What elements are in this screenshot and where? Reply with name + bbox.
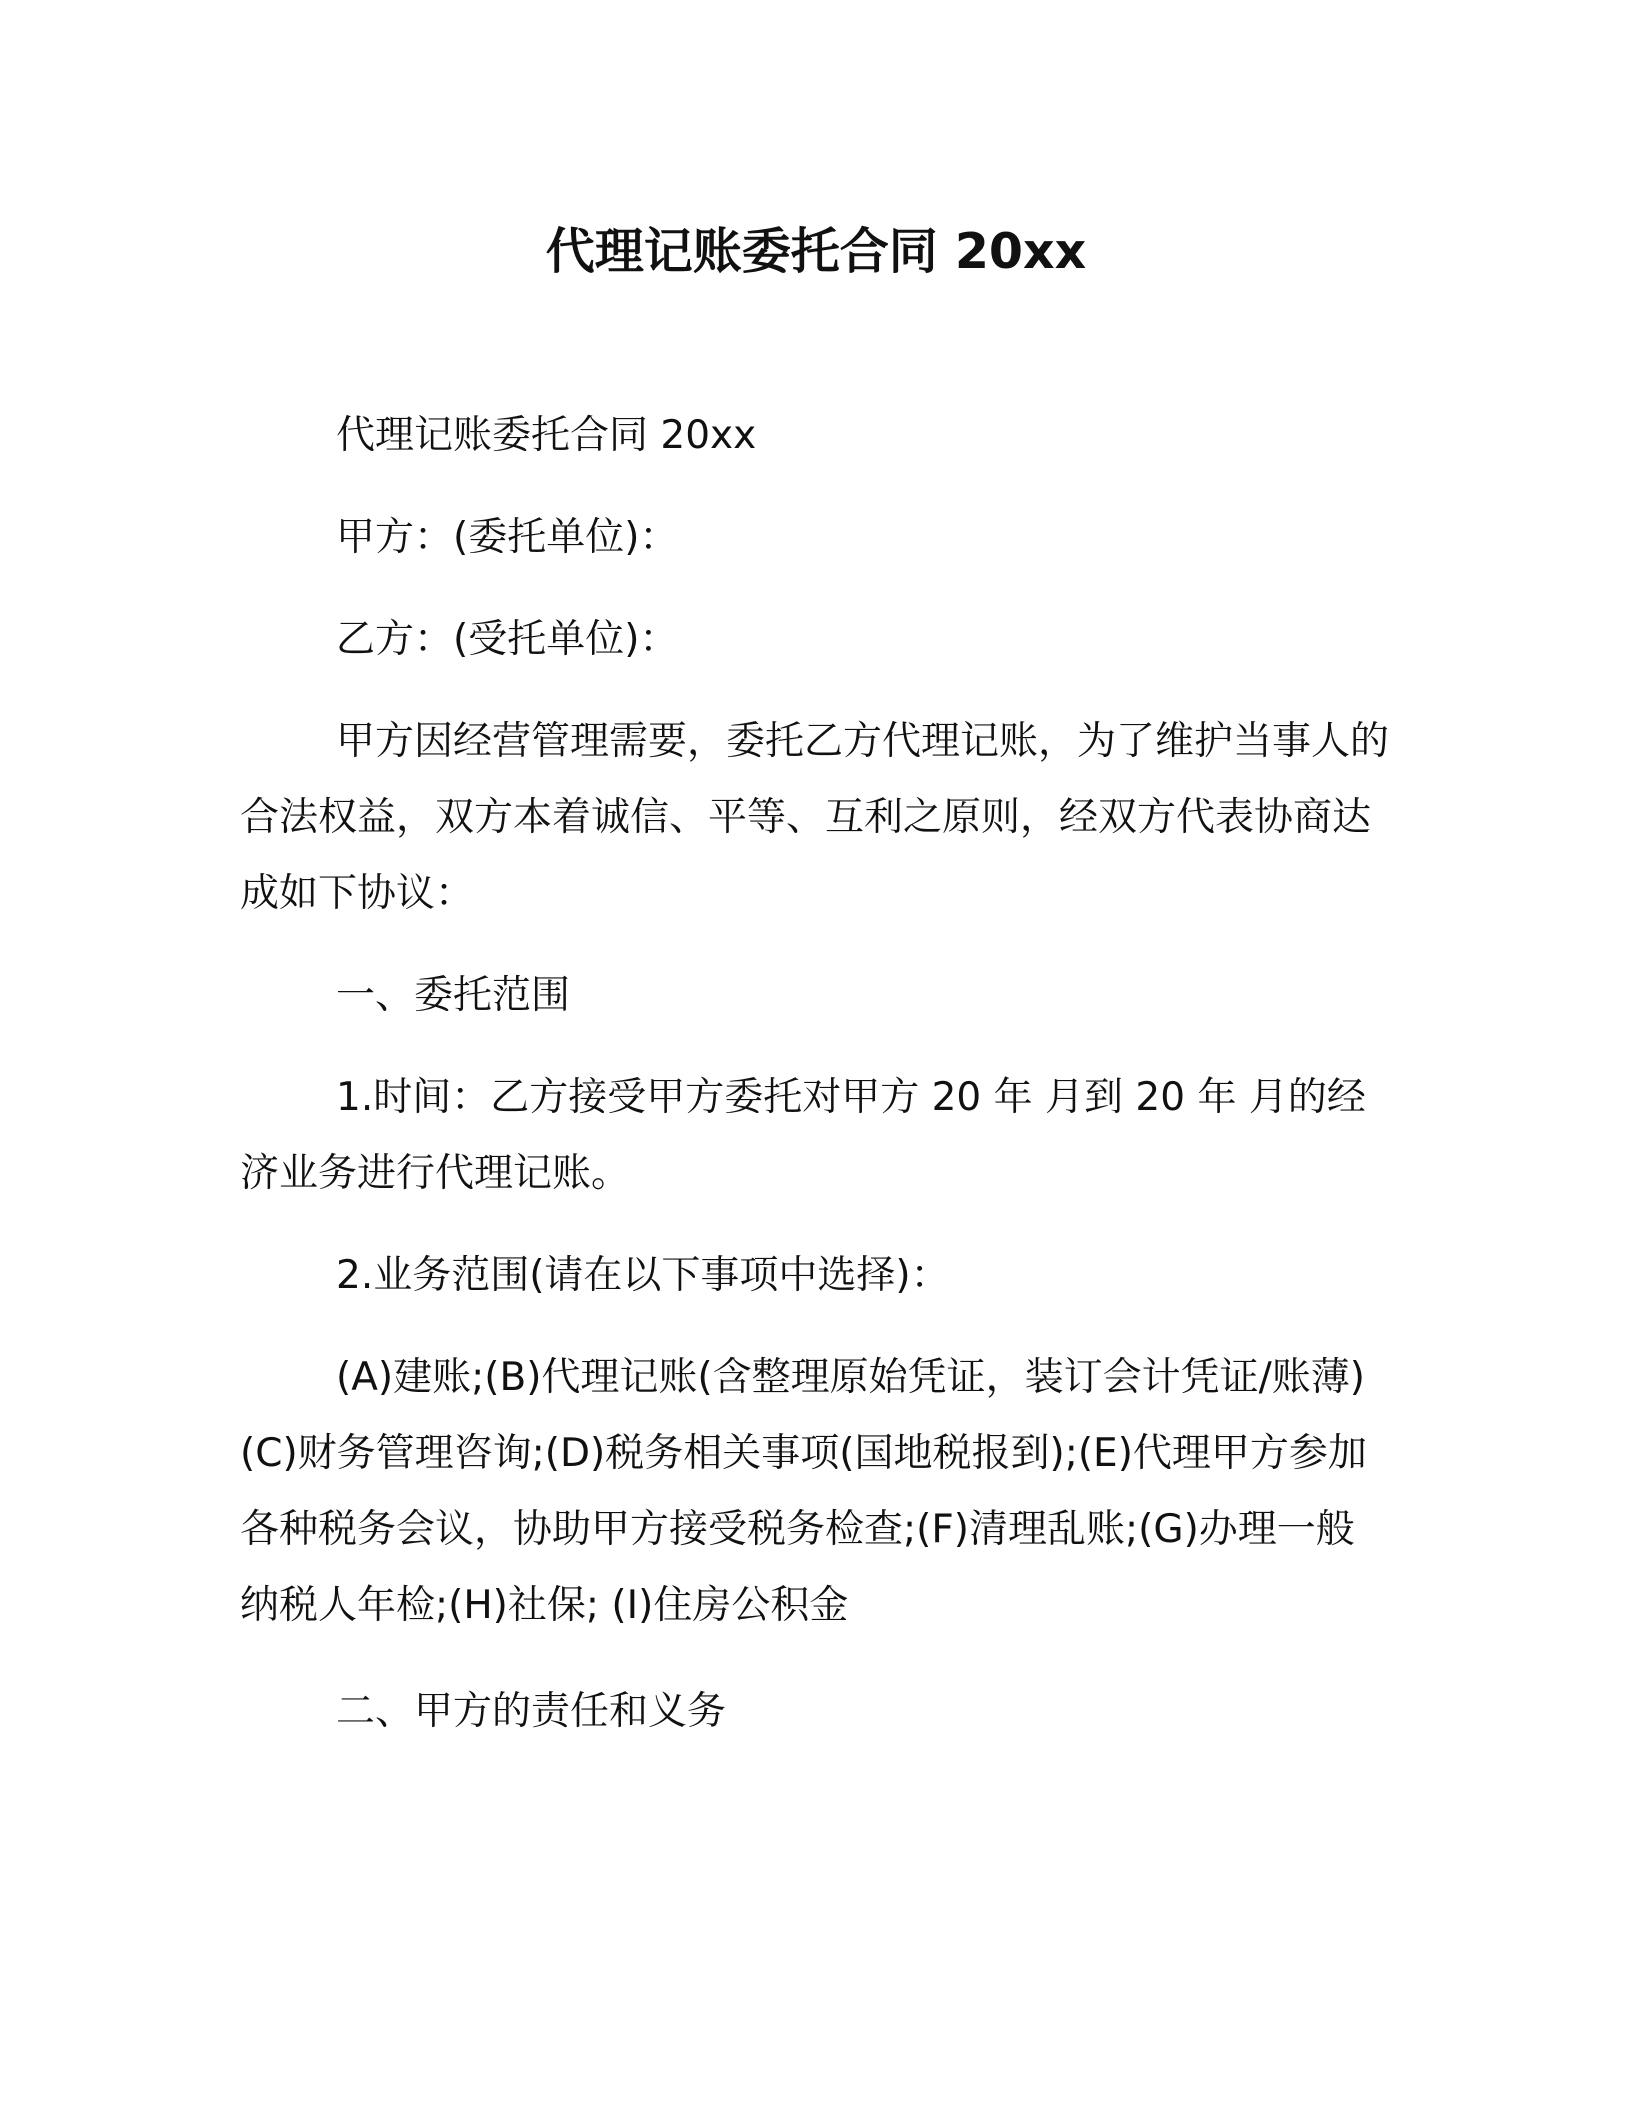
paragraph-scope-options: (A)建账;(B)代理记账(含整理原始凭证，装订会计凭证/账薄)(C)财务管理咨询;(D)税务相关事项(国地税报到);(E)代理甲方参加各种税务会议，协助甲方接受税务检查;(F)清理乱账;(G)办理一般纳税人年检;(H)社保; (I)住房公积金	[240, 1355, 1367, 1628]
section-heading-2: 二、甲方的责任和义务	[336, 1689, 727, 1734]
section-heading-1: 一、委托范围	[336, 973, 571, 1018]
paragraph-party-a: 甲方：(委托单位)：	[336, 515, 679, 560]
paragraph-time: 1.时间：乙方接受甲方委托对甲方 20 年 月到 20 年 月的经济业务进行代理记账。	[240, 1075, 1366, 1196]
paragraph-subtitle: 代理记账委托合同 20xx	[336, 413, 757, 458]
paragraph-party-b: 乙方：(受托单位)：	[336, 617, 679, 662]
paragraph-preamble: 甲方因经营管理需要，委托乙方代理记账，为了维护当事人的合法权益，双方本着诚信、平等、互利之原则，经双方代表协商达成如下协议：	[240, 719, 1390, 916]
paragraph-business-scope: 2.业务范围(请在以下事项中选择)：	[336, 1253, 950, 1298]
document-title: 代理记账委托合同 20xx	[545, 223, 1087, 280]
